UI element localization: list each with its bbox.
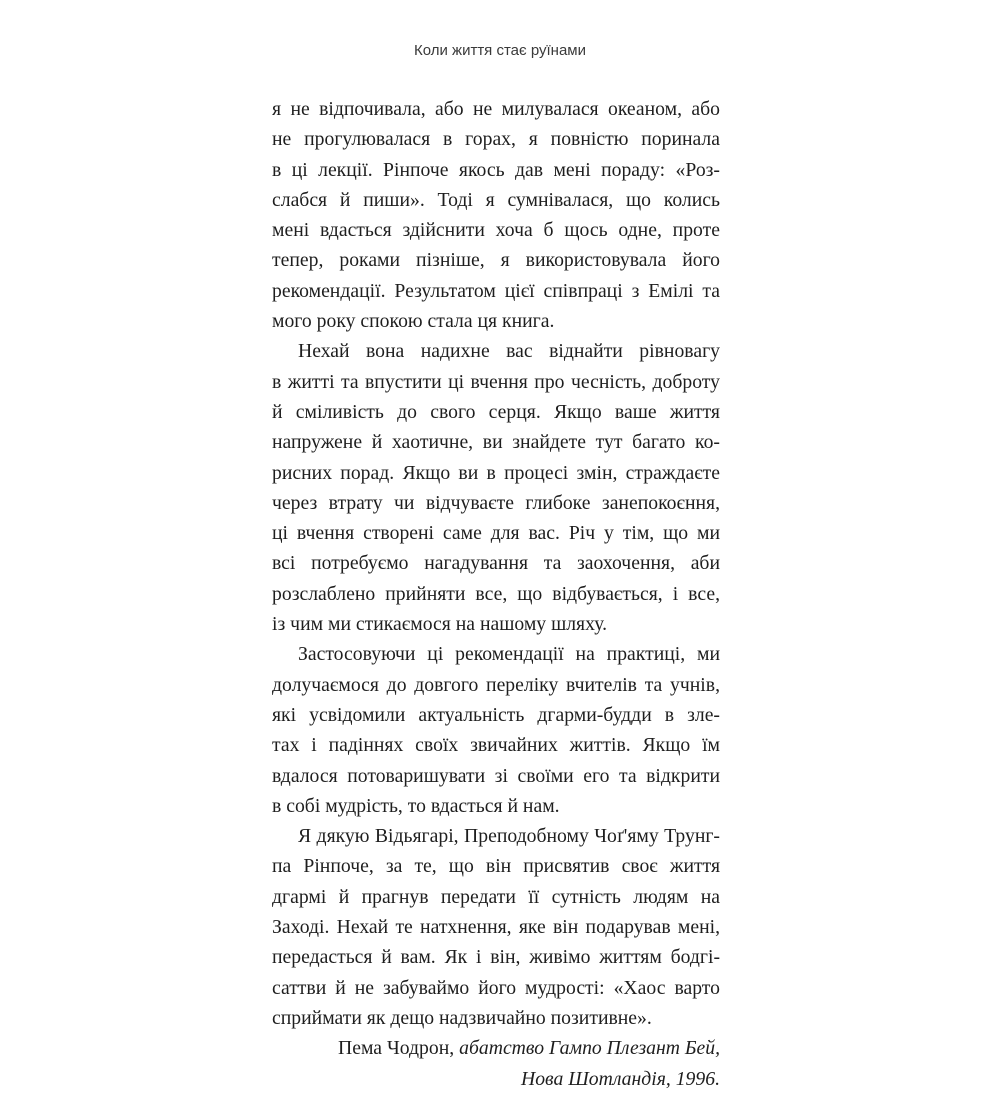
- text-line: па Рінпоче, за те, що він присвятив своє життя: [272, 855, 720, 878]
- body-text: [272, 94, 720, 1094]
- text-line: Застосовуючи ці рекомендації на практиці, ми: [298, 643, 720, 666]
- text-line: які усвідомили актуальність дгарми-будди в зле-: [272, 703, 720, 726]
- signature-line-1: [272, 1033, 720, 1063]
- signature-place-date: Нова Шотландія, 1996.: [521, 1067, 720, 1090]
- running-header: Коли життя стає руїнами: [413, 42, 587, 59]
- paragraph: [272, 336, 720, 639]
- text-line: я не відпочивала, або не милувалася океаном, або: [272, 98, 720, 120]
- text-line: із чим ми стикаємося на нашому шляху.: [272, 613, 607, 636]
- text-line: мого року спокою стала ця книга.: [272, 310, 555, 333]
- text-line: Нехай вона надихне вас віднайти рівновагу: [298, 340, 720, 363]
- text-line: Я дякую Відьягарі, Преподобному Чоґ'яму Трунг-: [298, 825, 720, 848]
- text-line: Заході. Нехай те натхнення, яке він подарував мені,: [272, 916, 720, 939]
- paragraph: [272, 821, 720, 1033]
- text-line: рекомендації. Результатом цієї співпраці з Емілі та: [272, 279, 720, 302]
- text-line: тах і падіннях своїх звичайних життів. Якщо їм: [272, 734, 720, 757]
- text-line: не прогулювалася в горах, я повністю поринала: [272, 128, 720, 151]
- signature-place: абатство Гампо Плезант Бей,: [459, 1037, 720, 1060]
- text-line: сприймати як дещо надзвичайно позитивне».: [272, 1006, 652, 1029]
- text-line: в ці лекції. Рінпоче якось дав мені пораду: «Роз-: [272, 158, 720, 181]
- text-line: всі потребуємо нагадування та заохочення, аби: [272, 552, 720, 575]
- text-line: через втрату чи відчуваєте глибоке занепокоєння,: [272, 491, 720, 514]
- text-line: передасться й вам. Як і він, живімо життям бодгі-: [272, 946, 720, 969]
- text-line: слабся й пиши». Тоді я сумнівалася, що колись: [272, 188, 720, 211]
- text-line: дгармі й прагнув передати її сутність людям на: [272, 885, 720, 908]
- text-line: розслаблено прийняти все, що відбувається, і все,: [272, 582, 720, 605]
- text-line: напружене й хаотичне, ви знайдете тут багато ко-: [272, 431, 720, 454]
- signature-author: Пема Чодрон,: [338, 1037, 460, 1060]
- text-line: мені вдасться здійснити хоча б щось одне, проте: [272, 219, 720, 242]
- text-line: в собі мудрість, то вдасться й нам.: [272, 794, 560, 817]
- paragraph: [272, 639, 720, 821]
- text-line: долучаємося до довгого переліку вчителів та учнів,: [272, 673, 720, 696]
- text-line: тепер, роками пізніше, я використовувала його: [272, 249, 720, 272]
- signature-line-2: [272, 1064, 720, 1094]
- text-line: в житті та впустити ці вчення про чесність, доброту: [272, 370, 720, 393]
- text-line: саттви й не забуваймо його мудрості: «Хаос варто: [272, 976, 720, 999]
- text-line: вдалося потоваришувати зі своїми его та відкрити: [272, 764, 720, 787]
- text-line: ці вчення створені саме для вас. Річ у тім, що ми: [272, 522, 720, 545]
- paragraph: [272, 94, 720, 336]
- text-line: й сміливість до свого серця. Якщо ваше життя: [272, 400, 720, 423]
- text-line: рисних порад. Якщо ви в процесі змін, страждаєте: [272, 461, 720, 484]
